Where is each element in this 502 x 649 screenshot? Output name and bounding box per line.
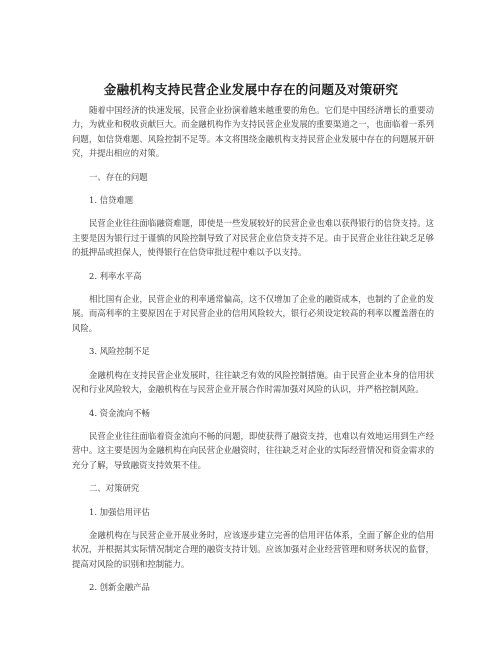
section-heading-problems: 一、存在的问题: [89, 171, 148, 182]
intro-paragraph: 随着中国经济的快速发展，民营企业扮演着越来越重要的角色。它们是中国经济增长的重要动力，为就业和税收贡献巨大。而金融机构作为支持民营企业发展的重要渠道之一，也面临着一系列问题，如信贷难题、风险控制不足等。本文将围绕金融机构支持民营企业发展中存在的问题展开研究，并提出相应的对策。: [72, 105, 434, 159]
paragraph-capital-flow: 民营企业往往面临着资金流向不畅的问题，即使获得了融资支持，也难以有效地运用到生产经营中。这主要是因为金融机构在向民营企业融资时，往往缺乏对企业的实际经营情况和资金需求的充分了解，导致融资支持效果不佳。: [72, 430, 434, 470]
subheading-capital-flow: 4. 资金流向不畅: [89, 407, 150, 418]
subheading-credit-difficulty: 1. 信贷难题: [89, 195, 134, 206]
subheading-financial-innovation: 2. 创新金融产品: [89, 582, 150, 593]
paragraph-credit-assessment: 金融机构在与民营企业开展业务时，应该逐步建立完善的信用评估体系，全面了解企业的信用状况，并根据其实际情况制定合理的融资支持计划。应该加强对企业经营管理和财务状况的监督，提高对风险的识别和控制能力。: [72, 529, 434, 569]
paragraph-risk-control: 金融机构在支持民营企业发展时，往往缺乏有效的风险控制措施。由于民营企业本身的信用状况和行业风险较大，金融机构在与民营企业开展合作时需加强对风险的认识，并严格控制风险。: [72, 369, 434, 395]
paragraph-high-interest: 相比国有企业，民营企业的利率通常偏高，这不仅增加了企业的融资成本，也制约了企业的发展。而高利率的主要原因在于对民营企业的信用风险较大，银行必须设定较高的利率以覆盖潜在的风险。: [72, 294, 434, 333]
subheading-credit-assessment: 1. 加强信用评估: [89, 506, 150, 517]
subheading-risk-control: 3. 风险控制不足: [89, 346, 150, 357]
document-title: 金融机构支持民营企业发展中存在的问题及对策研究: [103, 82, 399, 97]
paragraph-credit-difficulty: 民营企业往往面临融资难题，即使是一些发展较好的民营企业也难以获得银行的信贷支持。这主要是因为银行过于谨慎的风险控制导致了对民营企业信贷支持不足。由于民营企业往往缺乏足够的抵押品或担保人，使得银行在信贷审批过程中难以予以支持。: [72, 218, 434, 258]
subheading-high-interest: 2. 利率水平高: [89, 270, 142, 281]
section-heading-countermeasures: 二、对策研究: [89, 483, 140, 494]
document-body: [72, 103, 434, 604]
